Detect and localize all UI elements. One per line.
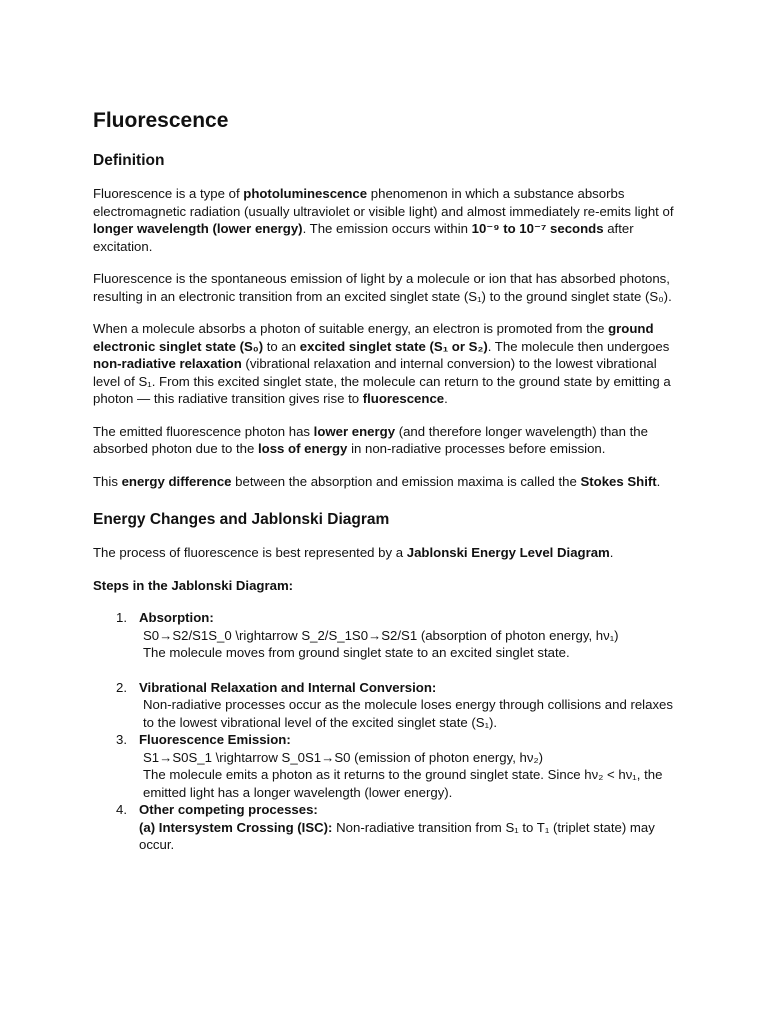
list-item [93, 609, 678, 662]
text-run: . [444, 391, 448, 406]
step-subitem [139, 819, 678, 854]
text-run: between the absorption and emission maxima is called the [231, 473, 581, 489]
step-line: The molecule emits a photon as it returns to the ground singlet state. Since hν₂ < hν₁, the emitted light has a longer wavelength (lower energy). [143, 767, 663, 800]
definition-paragraph-3 [93, 320, 678, 408]
definition-paragraph-1 [93, 185, 678, 255]
bold-term: energy difference [121, 473, 232, 489]
list-number: 1. [116, 610, 127, 625]
step-title: Fluorescence Emission: [139, 732, 291, 747]
bold-term: (a) Intersystem Crossing (ISC): [139, 819, 333, 835]
steps-title-text: Steps in the Jablonski Diagram: [93, 577, 294, 593]
definition-paragraph-2: Fluorescence is the spontaneous emission of light by a molecule or ion that has absorbed photons, resulting in an electronic transition from an excited singlet state (S₁) to the ground singlet state (S₀). [93, 271, 672, 304]
list-number: 2. [116, 679, 127, 695]
text-run: (vibrational relaxation and internal conversion) to the lowest vibrational level of S₁. From this excited singlet state, the molecule can return to the ground state by emitting a photon — this radiative transition gives rise to [93, 356, 671, 406]
text-run: . The molecule then undergoes [487, 338, 670, 354]
bold-term: fluorescence [362, 391, 445, 406]
definition-paragraph-5 [93, 473, 678, 491]
step-line: Non-radiative processes occur as the molecule loses energy through collisions and relaxes to the lowest vibrational level of the excited singlet state (S₁). [143, 697, 673, 730]
text-run: Non-radiative transition from S₁ to T₁ (triplet state) may occur. [139, 819, 655, 852]
bold-term: Jablonski Energy Level Diagram [406, 545, 610, 560]
step-title: Other competing processes: [139, 802, 318, 817]
definition-paragraph-4 [93, 423, 678, 458]
text-run: in non-radiative processes before emission. [347, 441, 606, 456]
step-title: Vibrational Relaxation and Internal Conversion: [139, 679, 437, 695]
bold-term: longer wavelength (lower energy) [93, 221, 303, 236]
text-run: The emitted fluorescence photon has [93, 423, 314, 439]
steps-title [93, 577, 678, 595]
bold-term: ground electronic singlet state (S₀) [93, 321, 654, 354]
definition-heading: Definition [93, 152, 165, 169]
bold-term: lower energy [313, 423, 396, 439]
step-line: S1→S0S_1 \rightarrow S_0S1→S0 (emission of photon energy, hν₂) [143, 749, 543, 765]
text-run: (and therefore longer wavelength) than the absorbed photon due to the [93, 423, 648, 456]
text-run: . [656, 473, 661, 489]
bold-term: non-radiative relaxation [93, 356, 242, 371]
text-run: Fluorescence is a type of [93, 186, 244, 201]
steps-list [93, 609, 678, 854]
bold-term: 10⁻⁹ to 10⁻⁷ seconds [471, 221, 604, 236]
text-run: The process of fluorescence is best represented by a [93, 545, 407, 560]
list-number: 4. [116, 802, 127, 817]
list-item [93, 731, 678, 801]
text-run: after excitation. [93, 221, 634, 254]
text-run: phenomenon in which a substance absorbs electromagnetic radiation (usually ultraviolet or visible light) and almost immediately re-emits light of [93, 186, 674, 219]
text-run: to an [263, 338, 300, 354]
document-body [93, 107, 678, 854]
energy-paragraph-1 [93, 544, 678, 562]
energy-heading: Energy Changes and Jablonski Diagram [93, 511, 390, 528]
text-run: . [609, 545, 614, 560]
step-line: S0→S2/S1S_0 \rightarrow S_2/S_1S0→S2/S1 (absorption of photon energy, hν₁) [143, 627, 619, 643]
list-number: 3. [116, 732, 127, 747]
step-line: The molecule moves from ground singlet state to an excited singlet state. [143, 645, 570, 660]
text-run: This [93, 473, 122, 489]
bold-term: Stokes Shift [580, 473, 657, 489]
step-title: Absorption: [139, 610, 214, 625]
bold-term: loss of energy [257, 441, 348, 456]
bold-term: excited singlet state (S₁ or S₂) [299, 338, 488, 354]
list-item [93, 679, 678, 732]
page-title: Fluorescence [93, 109, 229, 132]
text-run: . The emission occurs within [302, 221, 472, 236]
list-item [93, 801, 678, 854]
bold-term: photoluminescence [243, 186, 368, 201]
text-run: When a molecule absorbs a photon of suitable energy, an electron is promoted from the [93, 321, 609, 336]
